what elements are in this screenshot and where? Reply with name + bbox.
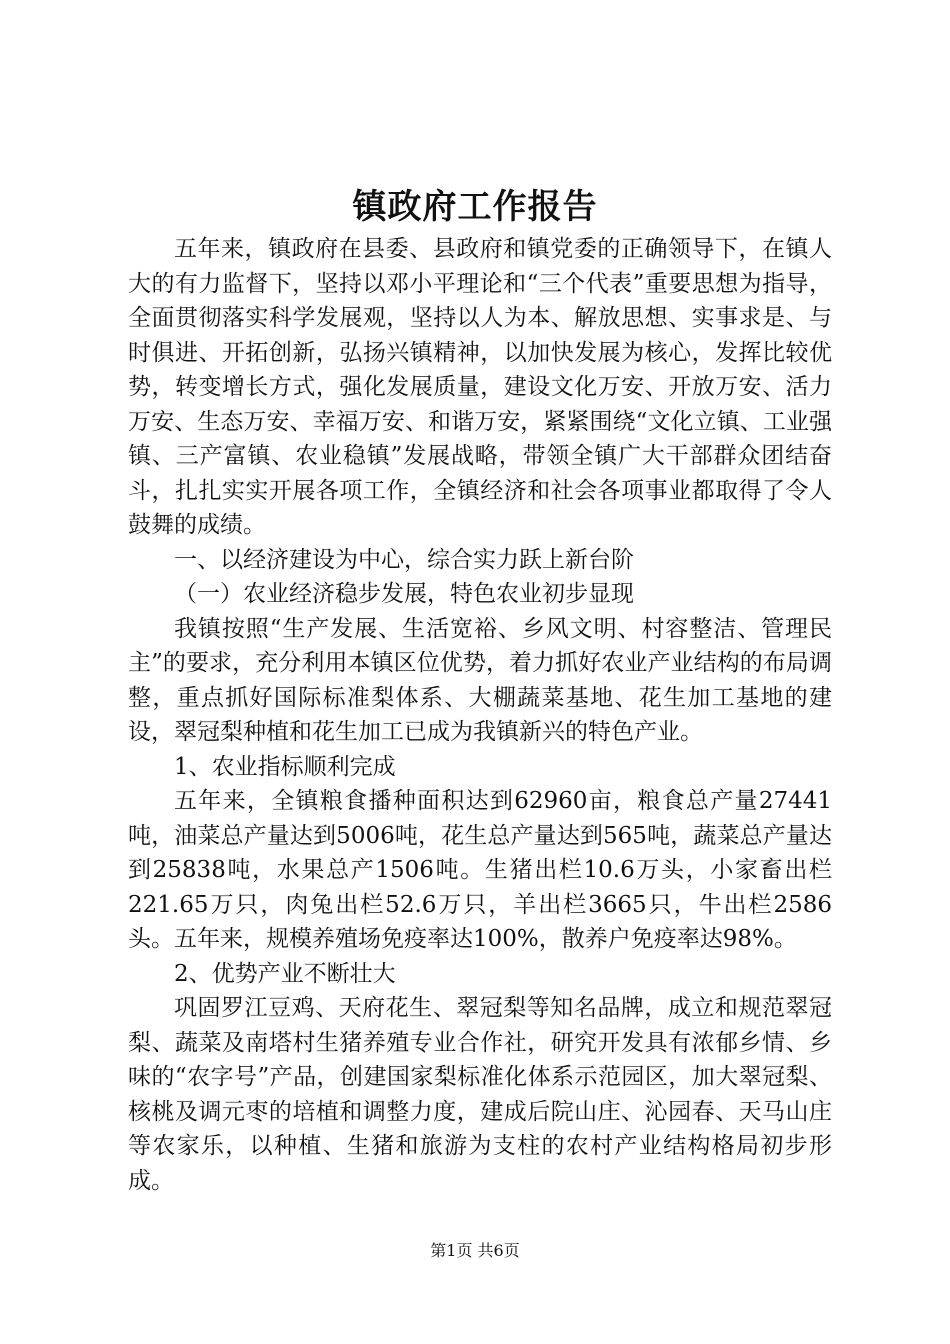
- document-body: [128, 232, 832, 1198]
- paragraph-agriculture: 我镇按照“生产发展、生活宽裕、乡风文明、村容整洁、管理民主”的要求，充分利用本镇区位优势，着力抓好农业产业结构的布局调整，重点抓好国际标准梨体系、大棚蔬菜基地、花生加工基地的建设，翠冠梨种植和花生加工已成为我镇新兴的特色产业。: [128, 615, 832, 745]
- item-heading-1: 1、农业指标顺利完成: [174, 753, 396, 780]
- paragraph-industries: 巩固罗江豆鸡、天府花生、翠冠梨等知名品牌，成立和规范翠冠梨、蔬菜及南塔村生猪养殖专业合作社，研究开发具有浓郁乡情、乡味的“农字号”产品，创建国家梨标准化体系示范园区，加大翠冠梨、核桃及调元枣的培植和调整力度，建成后院山庄、沁园春、天马山庄等农家乐，以种植、生猪和旅游为支柱的农村产业结构格局初步形成。: [128, 995, 832, 1194]
- section-heading: 一、以经济建设为中心，综合实力跃上新台阶: [174, 546, 634, 573]
- document-title: 镇政府工作报告: [352, 187, 598, 227]
- item-heading-2: 2、优势产业不断壮大: [174, 960, 396, 987]
- paragraph-intro: 五年来，镇政府在县委、县政府和镇党委的正确领导下，在镇人大的有力监督下，坚持以邓小平理论和“三个代表”重要思想为指导，全面贯彻落实科学发展观，坚持以人为本、解放思想、实事求是、与时俱进、开拓创新，弘扬兴镇精神，以加快发展为核心，发挥比较优势，转变增长方式，强化发展质量，建设文化万安、开放万安、活力万安、生态万安、幸福万安、和谐万安，紧紧围绕“文化立镇、工业强镇、三产富镇、农业稳镇”发展战略，带领全镇广大干部群众团结奋斗，扎扎实实开展各项工作，全镇经济和社会各项事业都取得了令人鼓舞的成绩。: [128, 236, 832, 538]
- subsection-heading: （一）农业经济稳步发展，特色农业初步显现: [174, 581, 634, 607]
- page-number-footer: 第1页 共6页: [430, 1241, 520, 1260]
- paragraph-indicators: 五年来，全镇粮食播种面积达到62960亩，粮食总产量27441吨，油菜总产量达到5006吨，花生总产量达到565吨，蔬菜总产量达到25838吨，水果总产1506吨。生猪出栏10.6万头，小家畜出栏221.65万只，肉兔出栏52.6万只，羊出栏3665只，牛出栏2586头。五年来，规模养殖场免疫率达100%，散养户免疫率达98%。: [128, 788, 832, 952]
